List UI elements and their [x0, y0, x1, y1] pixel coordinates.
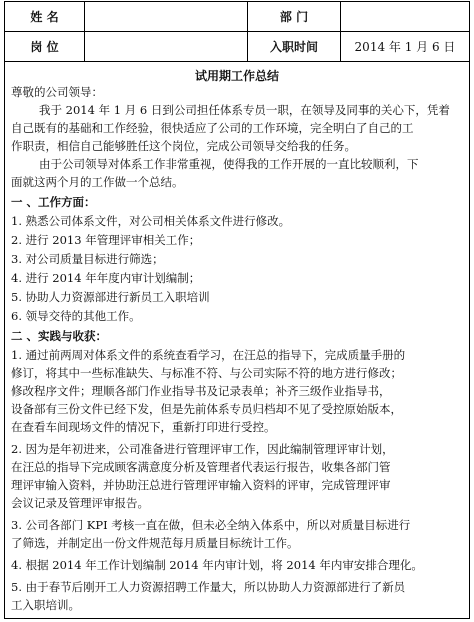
practice-line: 1. 通过前两周对体系文件的系统查看学习，在汪总的指导下，完成质量手册的: [11, 348, 406, 362]
work-item: 2. 进行 2013 年管理评审相关工作；: [11, 233, 201, 247]
entry-date-value: 2014 年 1 月 6 日: [354, 40, 456, 54]
form-sheet: [4, 1, 470, 619]
summary-body: [5, 63, 469, 618]
name-value-field[interactable]: [85, 2, 247, 31]
intro-line: 自己既有的基础和工作经验，很快适应了公司的工作环境，完全明白了自己的工: [11, 121, 414, 135]
practice-line: 2. 因为是年初进来，公司准备进行管理评审工作，因此编制管理评审计划，: [11, 442, 394, 456]
doc-title: 试用期工作总结: [194, 69, 279, 83]
header-bottom-border: [5, 61, 469, 62]
work-item: 6. 领导交待的其他工作。: [11, 309, 141, 323]
practice-line: 修订，将其中一些标准缺失、与标准不符、与公司实际不符的地方进行修改；: [11, 366, 402, 380]
practice-line: 会议记录及管理评审报告。: [11, 496, 149, 510]
practice-line: 3. 公司各部门 KPI 考核一直在做，但未必全纳入体系中，所以对质量目标进行: [11, 518, 411, 532]
work-item: 1. 熟悉公司体系文件，对公司相关体系文件进行修改。: [11, 214, 291, 228]
intro-line: 作职责，相信自己能够胜任这个岗位，完成公司领导交给我的任务。: [11, 139, 356, 153]
section-heading-practice: 二 、实践与收获：: [11, 329, 108, 343]
work-item: 3. 对公司质量目标进行筛选；: [11, 252, 164, 266]
practice-line: 工入职培训。: [11, 598, 80, 612]
post-value-field[interactable]: [85, 32, 247, 61]
practice-line: 在汪总的指导下完成顾客满意度分析及管理者代表运行报告，收集各部门管: [11, 460, 391, 474]
practice-line: 5. 由于春节后刚开工人力资源招聘工作量大，所以协助人力资源部进行了新员: [11, 580, 406, 594]
entry-date-label: 入职时间: [269, 40, 318, 54]
salutation: 尊敬的公司领导：: [11, 85, 103, 99]
practice-line: 了筛选，并制定出一份文件规范每月质量目标统计工作。: [11, 536, 299, 550]
practice-line: 在查看车间现场文件的情况下，重新打印进行受控。: [11, 420, 276, 434]
dept-value-field[interactable]: [341, 2, 469, 31]
intro-line: 由于公司领导对体系工作非常重视，使得我的工作开展的一直比较顺利，下: [39, 157, 419, 171]
intro-line: 我于 2014 年 1 月 6 日到公司担任体系专员一职，在领导及同事的关心下，凭着: [39, 103, 450, 117]
name-label: 姓 名: [30, 10, 59, 24]
practice-line: 理评审输入资料，并协助汪总进行管理评审输入资料的评审，完成管理评审: [11, 478, 391, 492]
intro-line: 面就这两个月的工作做一个总结。: [11, 175, 184, 189]
dept-label: 部 门: [279, 10, 309, 24]
practice-line: 修改程序文件；理顺各部门作业指导书及记录表单；补齐三级作业指导书，: [11, 384, 391, 398]
section-heading-work: 一 、工作方面：: [11, 195, 96, 209]
practice-line: 4. 根据 2014 年工作计划编制 2014 年内审计划，将 2014 年内审安排合理化。: [11, 558, 423, 572]
work-item: 4. 进行 2014 年年度内审计划编制；: [11, 271, 201, 285]
post-label: 岗 位: [30, 40, 59, 54]
practice-line: 设备部有三份文件已经下发，但是先前体系专员归档却不见了受控原始版本，: [11, 402, 402, 416]
work-item: 5. 协助人力资源部进行新员工入职培训: [11, 290, 210, 304]
